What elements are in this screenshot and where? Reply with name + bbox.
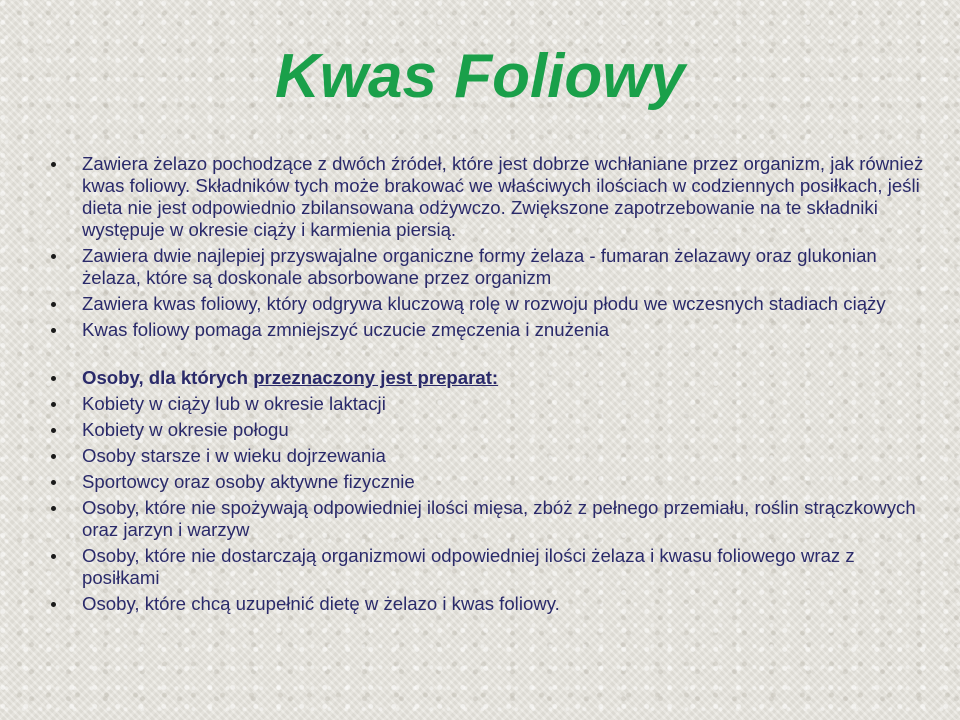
bullet-list (48, 153, 928, 619)
target-item (48, 497, 928, 541)
target-item (48, 471, 928, 493)
target-item (48, 445, 928, 467)
bullet-dot-icon (51, 428, 56, 433)
bullet-text: Kwas foliowy pomaga zmniejszyć uczucie zmęczenia i znużenia (82, 319, 610, 340)
target-item-text: Osoby starsze i w wieku dojrzewania (82, 445, 386, 466)
bullet-dot-icon (51, 480, 56, 485)
bullet-dot-icon (51, 376, 56, 381)
bullet-dot-icon (51, 254, 56, 259)
bullet-dot-icon (51, 328, 56, 333)
target-item (48, 545, 928, 589)
target-item-text: Osoby, które chcą uzupełnić dietę w żelazo i kwas foliowy. (82, 593, 560, 614)
bullet-dot-icon (51, 554, 56, 559)
bullet-dot-icon (51, 454, 56, 459)
bullet-item (48, 153, 928, 241)
bullet-item (48, 293, 928, 315)
bullet-dot-icon (51, 602, 56, 607)
bullet-text: Zawiera kwas foliowy, który odgrywa kluczową rolę w rozwoju płodu we wczesnych stadiach ciąży (82, 293, 886, 314)
target-item-text: Kobiety w okresie połogu (82, 419, 289, 440)
bullet-text: Zawiera żelazo pochodzące z dwóch źródeł, które jest dobrze wchłaniane przez organizm, jak również kwas foliowy. Składników tych może brakować we właściwych ilościach w codziennych posiłkach, jeśli dieta nie jest odpowiednio zbilansowana odżywczo. Zwiększone zapotrzebowanie na te składniki występuje w okresie ciąży i karmienia piersią. (82, 153, 924, 240)
target-item-text: Osoby, które nie dostarczają organizmowi odpowiedniej ilości żelaza i kwasu foliowego wraz z posiłkami (82, 545, 855, 588)
bullet-item (48, 245, 928, 289)
bullet-item (48, 319, 928, 341)
target-item-text: Osoby, które nie spożywają odpowiedniej ilości mięsa, zbóż z pełnego przemiału, roślin strączkowych oraz jarzyn i warzyw (82, 497, 916, 540)
target-section-heading (48, 367, 928, 389)
bullet-dot-icon (51, 506, 56, 511)
bullet-dot-icon (51, 302, 56, 307)
target-item-text: Kobiety w ciąży lub w okresie laktacji (82, 393, 386, 414)
bullet-dot-icon (51, 402, 56, 407)
heading-underlined: przeznaczony jest preparat: (253, 367, 499, 388)
target-item (48, 593, 928, 615)
slide-title: Kwas Foliowy (275, 42, 685, 111)
bullet-dot-icon (51, 162, 56, 167)
target-item (48, 419, 928, 441)
bullet-text: Zawiera dwie najlepiej przyswajalne organiczne formy żelaza - fumaran żelazawy oraz glukonian żelaza, które są doskonale absorbowane przez organizm (82, 245, 877, 288)
target-item (48, 393, 928, 415)
target-item-text: Sportowcy oraz osoby aktywne fizycznie (82, 471, 415, 492)
heading-prefix: Osoby, dla których (82, 367, 254, 388)
